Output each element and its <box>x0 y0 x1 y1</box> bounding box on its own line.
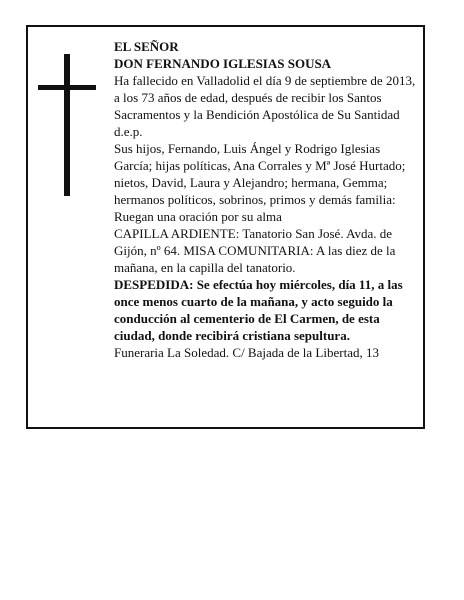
cross-vertical-bar <box>64 54 70 196</box>
prayer-request: Ruegan una oración por su alma <box>114 209 282 224</box>
family-list: Sus hijos, Fernando, Luis Ángel y Rodrigo Iglesias García; hijas políticas, Ana Corrales y Mª José Hurtado; nietos, David, Laura y Alejandro; hermana, Gemma; hermanos políticos, sobrinos, primos y demás familia: <box>114 141 406 207</box>
heading-title: EL SEÑOR <box>114 39 179 54</box>
deceased-name: DON FERNANDO IGLESIAS SOUSA <box>114 56 332 71</box>
latin-cross-icon <box>38 54 96 196</box>
funeral-home: Funeraria La Soledad. C/ Bajada de la Libertad, 13 <box>114 345 379 360</box>
cross-horizontal-bar <box>38 85 96 90</box>
farewell-info: DESPEDIDA: Se efectúa hoy miércoles, día 11, a las once menos cuarto de la mañana, y acto seguido la conducción al cementerio de El Carmen, de esta ciudad, donde recibirá cristiana sepultura. <box>114 277 403 343</box>
obituary-text <box>114 38 420 361</box>
death-announcement: Ha fallecido en Valladolid el día 9 de septiembre de 2013, a los 73 años de edad, después de recibir los Santos Sacramentos y la Bendición Apostólica de Su Santidad <box>114 73 416 122</box>
rip-text: d.e.p. <box>114 124 143 139</box>
chapel-and-mass-info: CAPILLA ARDIENTE: Tanatorio San José. Avda. de Gijón, nº 64. MISA COMUNITARIA: A las diez de la mañana, en la capilla del tanatorio. <box>114 226 396 275</box>
